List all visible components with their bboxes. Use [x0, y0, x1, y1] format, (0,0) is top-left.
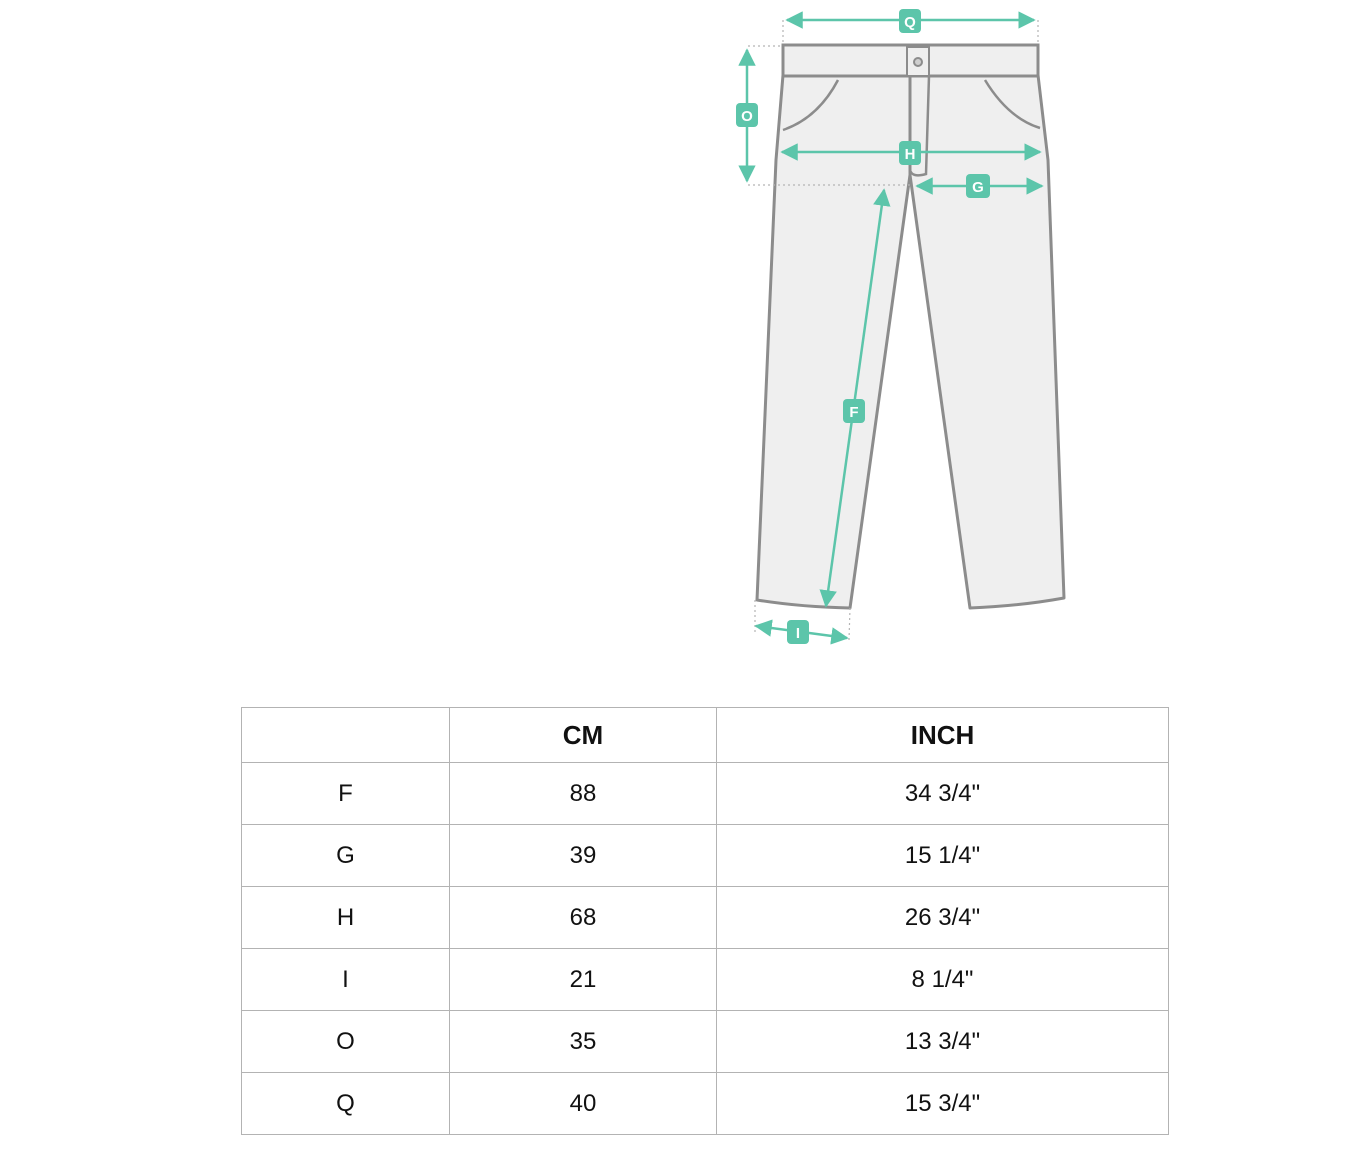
pants-outline — [757, 45, 1064, 608]
badge-i — [787, 620, 809, 644]
badge-f — [843, 399, 865, 423]
svg-text:F: F — [849, 404, 859, 421]
svg-text:H: H — [904, 146, 916, 163]
row-label: Q — [242, 1073, 450, 1135]
row-cm: 35 — [450, 1011, 717, 1073]
row-inch: 26 3/4" — [717, 887, 1169, 949]
row-label: I — [242, 949, 450, 1011]
row-cm: 40 — [450, 1073, 717, 1135]
size-chart-table — [241, 707, 1169, 1135]
badge-g — [966, 174, 990, 198]
table-row — [242, 887, 1169, 949]
svg-text:O: O — [741, 108, 753, 125]
table-header-row — [242, 708, 1169, 763]
header-cm: CM — [450, 708, 717, 763]
row-cm: 68 — [450, 887, 717, 949]
svg-text:Q: Q — [904, 14, 916, 31]
row-inch: 8 1/4" — [717, 949, 1169, 1011]
header-inch: INCH — [717, 708, 1169, 763]
table-row — [242, 1011, 1169, 1073]
badge-o — [736, 103, 758, 127]
badge-h — [899, 141, 921, 165]
row-inch: 15 3/4" — [717, 1073, 1169, 1135]
table-row — [242, 825, 1169, 887]
header-label — [242, 708, 450, 763]
table-row — [242, 949, 1169, 1011]
table-row — [242, 1073, 1169, 1135]
row-label: F — [242, 763, 450, 825]
row-label: G — [242, 825, 450, 887]
row-inch: 34 3/4" — [717, 763, 1169, 825]
row-cm: 88 — [450, 763, 717, 825]
table-row — [242, 763, 1169, 825]
row-label: O — [242, 1011, 450, 1073]
row-inch: 15 1/4" — [717, 825, 1169, 887]
svg-text:I: I — [795, 625, 801, 642]
row-inch: 13 3/4" — [717, 1011, 1169, 1073]
badge-q — [899, 9, 921, 33]
row-cm: 21 — [450, 949, 717, 1011]
row-label: H — [242, 887, 450, 949]
row-cm: 39 — [450, 825, 717, 887]
svg-text:G: G — [972, 179, 984, 196]
